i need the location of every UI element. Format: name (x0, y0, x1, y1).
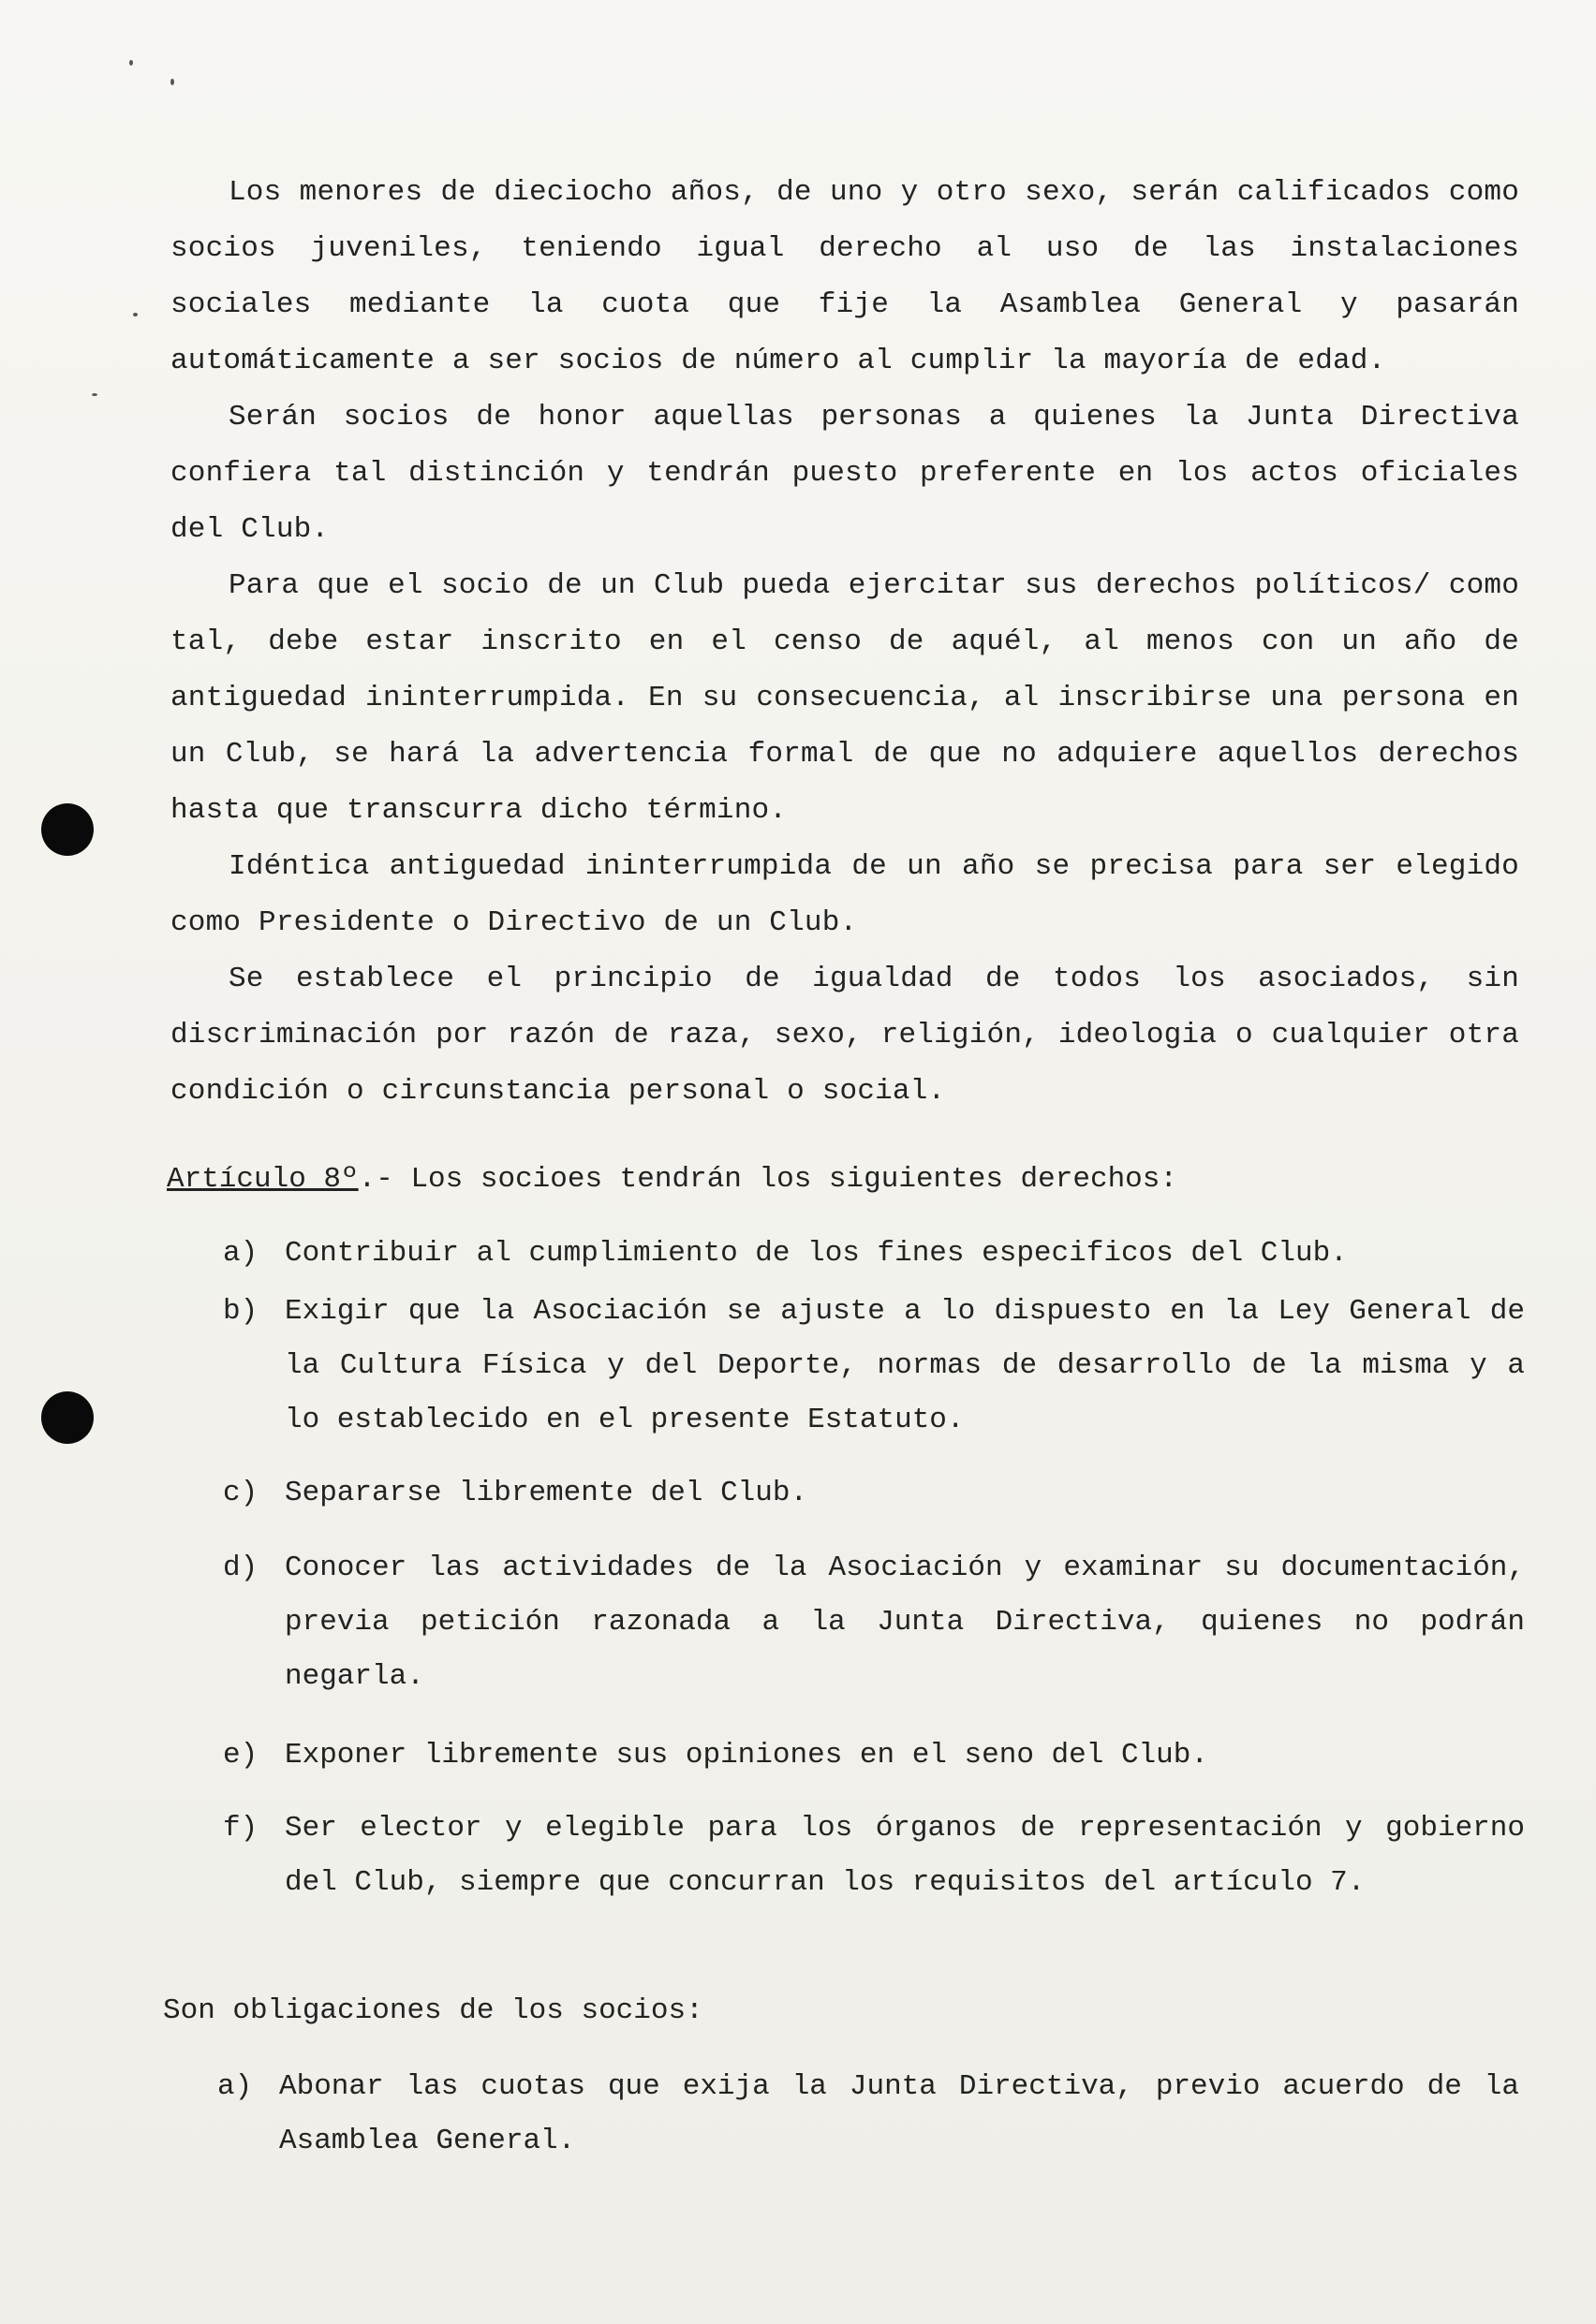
list-letter: f) (223, 1812, 259, 1845)
obligations-heading: Son obligaciones de los socios: (163, 1994, 703, 2027)
list-letter: a) (223, 1237, 259, 1270)
article-8-heading (167, 1152, 1515, 1208)
paragraph-political-rights: Para que el socio de un Club pueda ejercitar sus derechos políticos/ como tal, debe estar inscrito en el censo de aquél, al menos con un año de antiguedad ininterrumpida. En su consecuencia, al inscribirse una persona en un Club, se hará la advertencia formal de que no adquiere aquellos derechos hasta que transcurra dicho término. (170, 569, 1519, 827)
list-text: Exigir que la Asociación se ajuste a lo dispuesto en la Ley General de la Cultura Física y del Deporte, normas de desarrollo de la misma y a lo establecido en el presente Estatuto. (285, 1295, 1525, 1436)
article-8-label: Artículo 8º (167, 1163, 359, 1196)
list-text: Exponer libremente sus opiniones en el seno del Club. (285, 1739, 1208, 1772)
obligation-item-a (217, 2060, 1519, 2169)
right-item-d (223, 1541, 1525, 1704)
list-text: Ser elector y elegible para los órganos de representación y gobierno del Club, siempre que concurran los requisitos del artículo 7. (285, 1812, 1525, 1899)
binder-hole-bottom (41, 1391, 94, 1444)
right-item-f (223, 1802, 1525, 1910)
list-letter: e) (223, 1739, 259, 1772)
scan-speck (170, 79, 174, 85)
scan-speck (92, 393, 97, 396)
list-letter: c) (223, 1477, 259, 1509)
paragraph-election-seniority: Idéntica antiguedad ininterrumpida de un año se precisa para ser elegido como Presidente o Directivo de un Club. (170, 850, 1519, 939)
right-item-e (223, 1728, 1525, 1783)
paragraph-honorary-members: Serán socios de honor aquellas personas a quienes la Junta Directiva confiera tal distinción y tendrán puesto preferente en los actos oficiales del Club. (170, 401, 1519, 546)
list-text: Conocer las actividades de la Asociación y examinar su documentación, previa petición razonada a la Junta Directiva, quienes no podrán negarla. (285, 1552, 1525, 1693)
article-8-intro: .- Los socioes tendrán los siguientes derechos: (358, 1163, 1177, 1196)
right-item-b (223, 1285, 1525, 1448)
list-text: Abonar las cuotas que exija la Junta Directiva, previo acuerdo de la Asamblea General. (279, 2070, 1519, 2157)
paragraph-equality-principle: Se establece el principio de igualdad de todos los asociados, sin discriminación por razón de raza, sexo, religión, ideologia o cualquier otra condición o circunstancia personal o social. (170, 963, 1519, 1108)
list-text: Separarse libremente del Club. (285, 1477, 808, 1509)
scan-speck (129, 60, 133, 66)
scan-speck (133, 313, 138, 316)
right-item-c (223, 1466, 1525, 1521)
list-letter: b) (223, 1295, 259, 1328)
list-letter: d) (223, 1552, 259, 1584)
right-item-a (223, 1227, 1525, 1281)
list-text: Contribuir al cumplimiento de los fines especificos del Club. (285, 1237, 1348, 1270)
list-letter: a) (217, 2070, 253, 2103)
paragraph-juvenile-members: Los menores de dieciocho años, de uno y otro sexo, serán calificados como socios juveniles, teniendo igual derecho al uso de las instalaciones sociales mediante la cuota que fije la Asamblea General y pasarán automáticamente a ser socios de número al cumplir la mayoría de edad. (170, 176, 1519, 377)
binder-hole-top (41, 803, 94, 856)
